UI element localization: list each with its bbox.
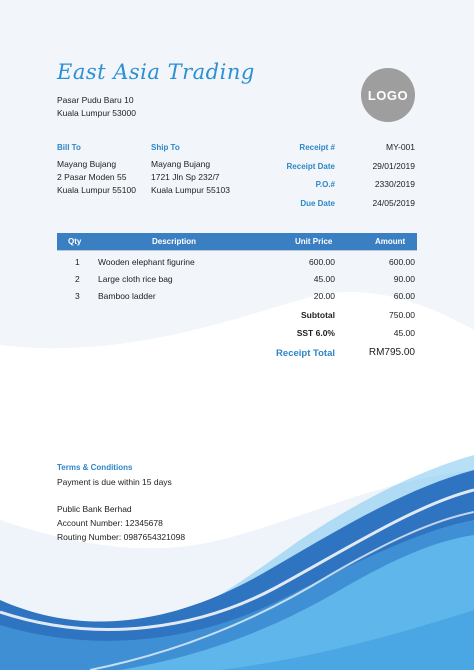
row-unit-price: 600.00 (309, 257, 335, 267)
bill-to-label: Bill To (57, 143, 81, 152)
receipt-number-value: MY-001 (386, 142, 415, 152)
ship-to-line2: Kuala Lumpur 55103 (151, 185, 230, 195)
ship-to-label: Ship To (151, 143, 180, 152)
row-qty: 2 (75, 274, 80, 284)
subtotal-value: 750.00 (389, 310, 415, 320)
row-description: Wooden elephant figurine (98, 257, 195, 267)
due-date-value: 24/05/2019 (372, 198, 415, 208)
row-description: Bamboo ladder (98, 291, 156, 301)
terms-text: Payment is due within 15 days (57, 477, 172, 487)
terms-title: Terms & Conditions (57, 463, 133, 472)
po-number-value: 2330/2019 (374, 179, 415, 189)
row-unit-price: 45.00 (313, 274, 335, 284)
tax-label: SST 6.0% (296, 328, 335, 338)
column-header-qty: Qty (68, 237, 82, 246)
receipt-date-label: Receipt Date (286, 162, 335, 171)
row-amount: 90.00 (393, 274, 415, 284)
bill-to-line1: 2 Pasar Moden 55 (57, 172, 127, 182)
po-number-label: P.O.# (315, 180, 335, 189)
bill-to-line2: Kuala Lumpur 55100 (57, 185, 136, 195)
receipt-number-label: Receipt # (299, 143, 335, 152)
row-qty: 3 (75, 291, 80, 301)
table-divider (57, 250, 417, 251)
row-amount: 60.00 (393, 291, 415, 301)
column-header-amount: Amount (375, 237, 406, 246)
due-date-label: Due Date (300, 199, 335, 208)
row-qty: 1 (75, 257, 80, 267)
column-header-description: Description (152, 237, 197, 246)
company-address-line2: Kuala Lumpur 53000 (57, 108, 136, 118)
subtotal-label: Subtotal (301, 310, 335, 320)
receipt-total-label: Receipt Total (276, 348, 335, 359)
row-description: Large cloth rice bag (98, 274, 173, 284)
ship-to-line1: 1721 Jln Sp 232/7 (151, 172, 220, 182)
company-address-line1: Pasar Pudu Baru 10 (57, 95, 134, 105)
row-unit-price: 20.00 (313, 291, 335, 301)
bank-account-number: Account Number: 12345678 (57, 518, 163, 528)
company-name: East Asia Trading (57, 60, 255, 84)
receipt-total-value: RM795.00 (368, 347, 415, 358)
ship-to-name: Mayang Bujang (151, 159, 211, 169)
bank-name: Public Bank Berhad (57, 504, 132, 514)
column-header-unit-price: Unit Price (295, 237, 333, 246)
company-logo: LOGO (361, 68, 415, 122)
row-amount: 600.00 (389, 257, 415, 267)
items-table-header (57, 233, 417, 250)
tax-value: 45.00 (393, 328, 415, 338)
bill-to-name: Mayang Bujang (57, 159, 117, 169)
bank-routing-number: Routing Number: 0987654321098 (57, 532, 186, 542)
receipt-date-value: 29/01/2019 (372, 161, 415, 171)
